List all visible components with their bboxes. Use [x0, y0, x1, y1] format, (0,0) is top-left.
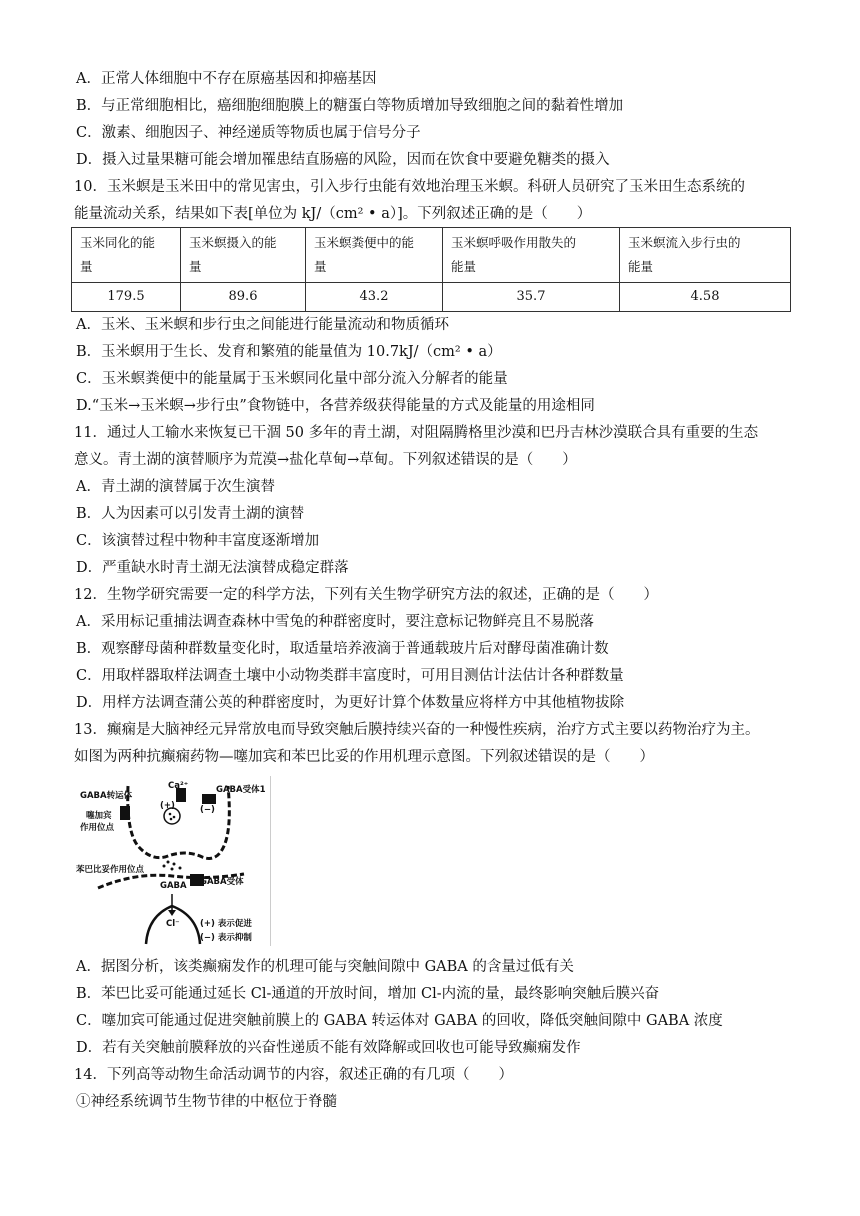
tiagabine-label-1: 噻加宾: [86, 811, 112, 821]
transporter-label: GABA转运体: [80, 791, 133, 801]
tiagabine-label-2: 作用位点: [80, 823, 115, 833]
q10-stem-2: 能量流动关系，结果如下表[单位为 kJ/（cm² • a）]。下列叙述正确的是（ ）: [74, 206, 592, 222]
table-cell: 179.5: [72, 283, 181, 312]
synapse-diagram: [76, 776, 271, 946]
q13-option-b: B．苯巴比妥可能通过延长 Cl-通道的开放时间，增加 Cl-内流的量，最终影响突触后膜兴奋: [76, 986, 660, 1002]
q11-option-b: B．人为因素可以引发青土湖的演替: [76, 506, 305, 522]
q13-option-a: A．据图分析，该类癫痫发作的机理可能与突触间隙中 GABA 的含量过低有关: [76, 959, 574, 975]
q10-stem-1: 10．玉米螟是玉米田中的常见害虫，引入步行虫能有效地治理玉米螟。科研人员研究了玉米田生态系统的: [74, 179, 745, 195]
table-header-cell: 玉米螟流入步行虫的 能量: [620, 228, 791, 283]
table-cell: 43.2: [306, 283, 443, 312]
table-header-cell: 玉米螟粪便中的能 量: [306, 228, 443, 283]
q13-stem-1: 13．癫痫是大脑神经元异常放电而导致突触后膜持续兴奋的一种慢性疾病，治疗方式主要以药物治疗为主。: [74, 722, 760, 738]
q10-option-c: C．玉米螟粪便中的能量属于玉米螟同化量中部分流入分解者的能量: [76, 371, 508, 387]
q12-option-a: A．采用标记重捕法调查森林中雪兔的种群密度时，要注意标记物鲜亮且不易脱落: [76, 614, 594, 630]
gaba-transporter-icon: [120, 806, 130, 820]
calcium-label: Ca²⁺: [168, 781, 189, 791]
legend-promote: (+) 表示促进: [200, 919, 252, 929]
q11-option-a: A．青土湖的演替属于次生演替: [76, 479, 275, 495]
q13-option-d: D．若有关突触前膜释放的兴奋性递质不能有效降解或回收也可能导致癫痫发作: [76, 1040, 581, 1056]
table-header-row: [72, 228, 791, 283]
q12-option-b: B．观察酵母菌种群数量变化时，取适量培养液滴于普通载玻片后对酵母菌准确计数: [76, 641, 609, 657]
gaba-receptor1-icon: [202, 794, 216, 804]
energy-table: [71, 227, 791, 312]
q9-option-d: D．摄入过量果糖可能会增加罹患结直肠癌的风险，因而在饮食中要避免糖类的摄入: [76, 152, 610, 168]
legend-inhibit: (−) 表示抑制: [200, 933, 252, 943]
q13-stem-2: 如图为两种抗癫痫药物—噻加宾和苯巴比妥的作用机理示意图。下列叙述错误的是（ ）: [74, 749, 654, 765]
receptor1-label: GABA受体1: [216, 785, 266, 795]
q11-stem-2: 意义。青土湖的演替顺序为荒漠→盐化草甸→草甸。下列叙述错误的是（ ）: [74, 452, 577, 468]
table-cell: 35.7: [443, 283, 620, 312]
table-header-cell: 玉米螟摄入的能 量: [181, 228, 306, 283]
q12-option-d: D．用样方法调查蒲公英的种群密度时，为更好计算个体数量应将样方中其他植物拔除: [76, 695, 625, 711]
table-header-cell: 玉米同化的能 量: [72, 228, 181, 283]
q10-option-a: A．玉米、玉米螟和步行虫之间能进行能量流动和物质循环: [76, 317, 449, 333]
q14-stem: 14．下列高等动物生命活动调节的内容，叙述正确的有几项（ ）: [74, 1067, 513, 1083]
q9-option-a: A．正常人体细胞中不存在原癌基因和抑癌基因: [76, 71, 377, 87]
table-value-row: [72, 283, 791, 312]
gaba-label: GABA: [160, 881, 187, 891]
q11-option-c: C．该演替过程中物种丰富度逐渐增加: [76, 533, 320, 549]
inhibit-sign: (−): [200, 805, 215, 815]
promote-sign: (+): [160, 801, 175, 811]
chloride-label: Cl⁻: [166, 919, 180, 929]
q14-item-1: ①神经系统调节生物节律的中枢位于脊髓: [76, 1094, 337, 1110]
table-cell: 4.58: [620, 283, 791, 312]
q10-option-d: D.“玉米→玉米螟→步行虫”食物链中，各营养级获得能量的方式及能量的用途相同: [76, 398, 595, 414]
q9-option-b: B．与正常细胞相比，癌细胞细胞膜上的糖蛋白等物质增加导致细胞之间的黏着性增加: [76, 98, 624, 114]
q11-stem-1: 11．通过人工输水来恢复已干涸 50 多年的青土湖，对阻隔腾格里沙漠和巴丹吉林沙漠联合具有重要的生态: [74, 425, 759, 441]
receptor-label: GABA受体: [200, 877, 244, 887]
q11-option-d: D．严重缺水时青土湖无法演替成稳定群落: [76, 560, 349, 576]
q9-option-c: C．激素、细胞因子、神经递质等物质也属于信号分子: [76, 125, 421, 141]
q13-option-c: C．噻加宾可能通过促进突触前膜上的 GABA 转运体对 GABA 的回收，降低突触间隙中 GABA 浓度: [76, 1013, 723, 1029]
synapse-diagram-svg: [76, 776, 270, 946]
q12-option-c: C．用取样器取样法调查土壤中小动物类群丰富度时，可用目测估计法估计各种群数量: [76, 668, 624, 684]
table-header-cell: 玉米螟呼吸作用散失的 能量: [443, 228, 620, 283]
q12-stem: 12．生物学研究需要一定的科学方法，下列有关生物学研究方法的叙述，正确的是（ ）: [74, 587, 658, 603]
table-cell: 89.6: [181, 283, 306, 312]
phenobarbital-label: 苯巴比妥作用位点: [76, 865, 145, 875]
q10-option-b: B．玉米螟用于生长、发育和繁殖的能量值为 10.7kJ/（cm² • a）: [76, 344, 502, 360]
